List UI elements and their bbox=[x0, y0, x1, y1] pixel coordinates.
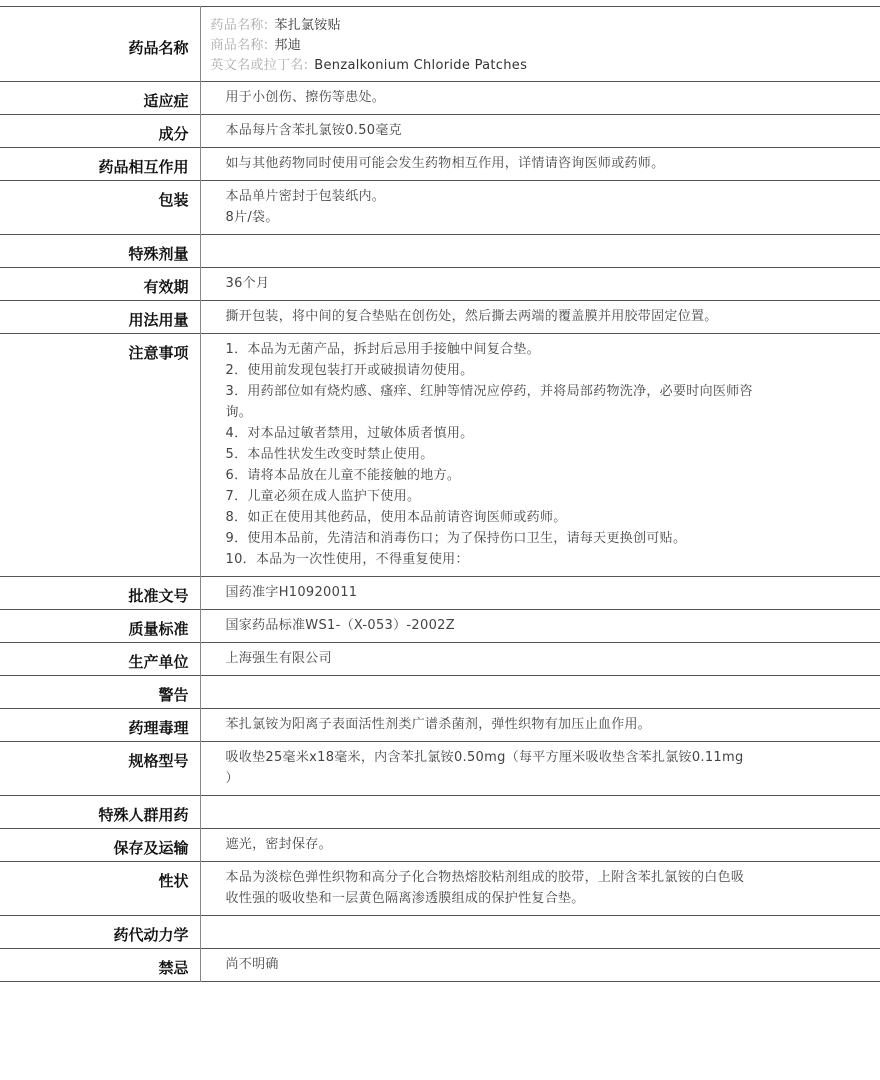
spec-value bbox=[200, 7, 880, 82]
spec-row bbox=[0, 742, 880, 796]
spec-value bbox=[200, 577, 880, 610]
english-name-key: 英文名或拉丁名: bbox=[210, 58, 309, 73]
spec-row bbox=[0, 829, 880, 862]
spec-value bbox=[200, 181, 880, 235]
spec-value-line: 如与其他药物同时使用可能会发生药物相互作用，详情请咨询医师或药师。 bbox=[225, 156, 665, 171]
spec-value-line: 10．本品为一次性使用，不得重复使用： bbox=[225, 552, 469, 567]
spec-value-line: 4．对本品过敏者禁用，过敏体质者慎用。 bbox=[225, 426, 474, 441]
spec-row bbox=[0, 643, 880, 676]
spec-value-line: 9．使用本品前，先清洁和消毒伤口；为了保持伤口卫生，请每天更换创可贴。 bbox=[225, 531, 687, 546]
english-name-line bbox=[211, 56, 791, 76]
spec-row bbox=[0, 181, 880, 235]
spec-value bbox=[200, 709, 880, 742]
spec-value bbox=[200, 82, 880, 115]
spec-value-line: 国药准字H10920011 bbox=[225, 585, 358, 600]
spec-value-line: 5．本品性状发生改变时禁止使用。 bbox=[225, 447, 434, 462]
drug-spec-table bbox=[0, 6, 880, 982]
spec-value bbox=[200, 742, 880, 796]
spec-label: 注意事项 bbox=[0, 334, 200, 577]
trade-name-value: 邦迪 bbox=[274, 38, 301, 53]
spec-value-line: 国家药品标准WS1-（X-053）-2002Z bbox=[225, 618, 455, 633]
spec-row bbox=[0, 610, 880, 643]
spec-value-line: 收性强的吸收垫和一层黄色隔离渗透膜组成的保护性复合垫。 bbox=[225, 891, 585, 906]
spec-row-drug-name bbox=[0, 7, 880, 82]
spec-row bbox=[0, 82, 880, 115]
trade-name-key: 商品名称: bbox=[210, 38, 269, 53]
spec-label: 规格型号 bbox=[0, 742, 200, 796]
generic-name-line bbox=[211, 16, 791, 36]
spec-value bbox=[200, 268, 880, 301]
spec-value bbox=[200, 796, 880, 829]
spec-row bbox=[0, 334, 880, 577]
spec-value-line: 用于小创伤、擦伤等患处。 bbox=[225, 90, 386, 105]
spec-value-line: 2．使用前发现包装打开或破损请勿使用。 bbox=[225, 363, 474, 378]
spec-row bbox=[0, 709, 880, 742]
spec-value-line: 1．本品为无菌产品，拆封后忌用手接触中间复合垫。 bbox=[225, 342, 540, 357]
spec-value bbox=[200, 916, 880, 949]
spec-label: 药理毒理 bbox=[0, 709, 200, 742]
spec-label: 质量标准 bbox=[0, 610, 200, 643]
spec-row bbox=[0, 916, 880, 949]
spec-row bbox=[0, 301, 880, 334]
spec-value bbox=[200, 301, 880, 334]
spec-value-line: 苯扎氯铵为阳离子表面活性剂类广谱杀菌剂，弹性织物有加压止血作用。 bbox=[225, 717, 652, 732]
spec-value bbox=[200, 115, 880, 148]
spec-value-line: 本品为淡棕色弹性织物和高分子化合物热熔胶粘剂组成的胶带，上附含苯扎氯铵的白色吸 bbox=[225, 870, 745, 885]
spec-value-line: 上海强生有限公司 bbox=[225, 651, 332, 666]
spec-label: 适应症 bbox=[0, 82, 200, 115]
spec-value-line: ） bbox=[225, 771, 239, 786]
generic-name-key: 药品名称: bbox=[210, 18, 269, 33]
spec-row bbox=[0, 268, 880, 301]
spec-label: 警告 bbox=[0, 676, 200, 709]
spec-value-line: 本品单片密封于包装纸内。 bbox=[225, 189, 386, 204]
generic-name-value: 苯扎氯铵贴 bbox=[274, 18, 341, 33]
spec-value-line: 尚不明确 bbox=[225, 957, 279, 972]
spec-value-line: 遮光，密封保存。 bbox=[225, 837, 332, 852]
spec-label: 用法用量 bbox=[0, 301, 200, 334]
spec-label: 成分 bbox=[0, 115, 200, 148]
spec-label: 特殊剂量 bbox=[0, 235, 200, 268]
spec-label: 药品名称 bbox=[0, 7, 200, 82]
spec-value-line: 36个月 bbox=[225, 276, 270, 291]
spec-value bbox=[200, 235, 880, 268]
spec-value bbox=[200, 148, 880, 181]
spec-row bbox=[0, 577, 880, 610]
spec-value-line: 8．如正在使用其他药品，使用本品前请咨询医师或药师。 bbox=[225, 510, 567, 525]
spec-value bbox=[200, 862, 880, 916]
spec-value-line: 6．请将本品放在儿童不能接触的地方。 bbox=[225, 468, 461, 483]
spec-label: 药品相互作用 bbox=[0, 148, 200, 181]
spec-row bbox=[0, 235, 880, 268]
spec-value-line: 询。 bbox=[225, 405, 253, 420]
trade-name-line bbox=[211, 36, 791, 56]
spec-row bbox=[0, 115, 880, 148]
spec-row bbox=[0, 796, 880, 829]
spec-label: 包装 bbox=[0, 181, 200, 235]
spec-row bbox=[0, 949, 880, 982]
spec-row bbox=[0, 676, 880, 709]
spec-value bbox=[200, 610, 880, 643]
spec-label: 有效期 bbox=[0, 268, 200, 301]
spec-label: 批准文号 bbox=[0, 577, 200, 610]
spec-table-body bbox=[0, 7, 880, 982]
spec-label: 禁忌 bbox=[0, 949, 200, 982]
spec-label: 特殊人群用药 bbox=[0, 796, 200, 829]
spec-value-line: 本品每片含苯扎氯铵0.50毫克 bbox=[225, 123, 402, 138]
spec-value bbox=[200, 676, 880, 709]
spec-label: 药代动力学 bbox=[0, 916, 200, 949]
spec-value bbox=[200, 334, 880, 577]
spec-label: 性状 bbox=[0, 862, 200, 916]
spec-value-line: 3．用药部位如有烧灼感、瘙痒、红肿等情况应停药，并将局部药物洗净，必要时向医师咨 bbox=[225, 384, 753, 399]
spec-row bbox=[0, 148, 880, 181]
spec-value-line: 撕开包装，将中间的复合垫贴在创伤处，然后撕去两端的覆盖膜并用胶带固定位置。 bbox=[225, 309, 718, 324]
spec-value-line: 吸收垫25毫米x18毫米，内含苯扎氯铵0.50mg（每平方厘米吸收垫含苯扎氯铵0.11mg bbox=[225, 750, 744, 765]
spec-value-line: 8片/袋。 bbox=[225, 210, 279, 225]
spec-value bbox=[200, 829, 880, 862]
spec-row bbox=[0, 862, 880, 916]
english-name-value: Benzalkonium Chloride Patches bbox=[314, 58, 528, 73]
spec-label: 保存及运输 bbox=[0, 829, 200, 862]
spec-value-line: 7．儿童必须在成人监护下使用。 bbox=[225, 489, 421, 504]
spec-label: 生产单位 bbox=[0, 643, 200, 676]
spec-value bbox=[200, 643, 880, 676]
spec-value bbox=[200, 949, 880, 982]
